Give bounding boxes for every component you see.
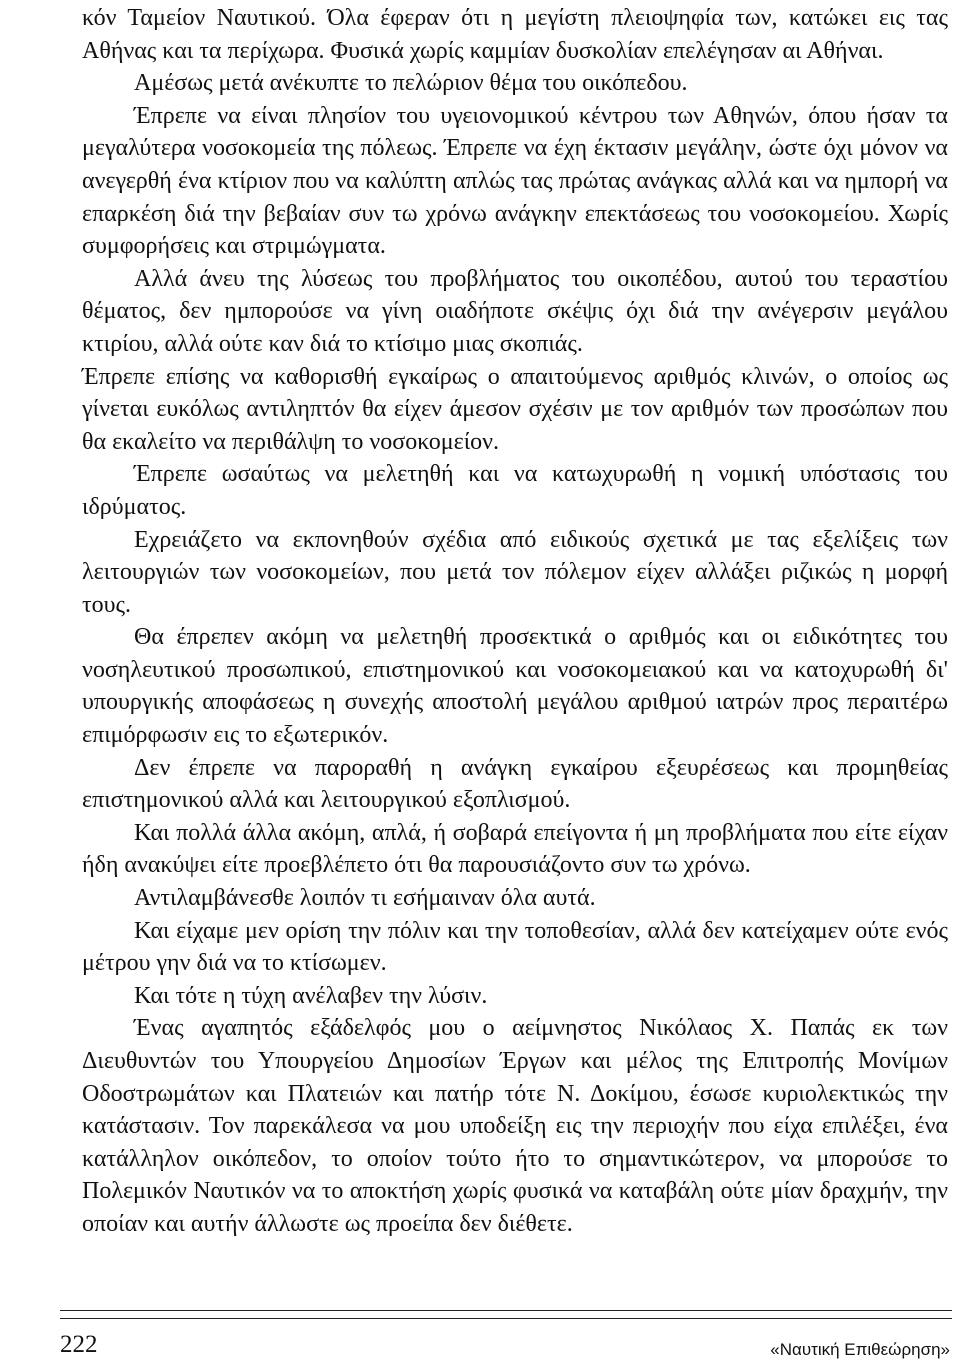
paragraph-5: Έπρεπε επίσης να καθορισθή εγκαίρως ο απαιτούμενος αριθμός κλινών, ο οποίος ως γίνεται ευκόλως αντιληπτόν θα είχεν άμεσον σχέσιν με τον αριθμόν των προσώπων που θα εκαλείτο να περιθάλψη το νοσοκομείον. — [82, 363, 948, 455]
paragraph-12: Και είχαμε μεν ορίση την πόλιν και την τοποθεσίαν, αλλά δεν κατείχαμεν ούτε ενός μέτρου γην διά να το κτίσωμεν. — [82, 917, 948, 977]
paragraph-1: κόν Ταμείον Ναυτικού. Όλα έφεραν ότι η μεγίστη πλειοψηφία των, κατώκει εις τας Αθήνας και τα περίχωρα. Φυσικά χωρίς καμμίαν δυσκολίαν επελέγησαν αι Αθήναι. — [82, 5, 948, 64]
paragraph-4: Αλλά άνευ της λύσεως του προβλήματος του οικοπέδου, αυτού του τεραστίου θέματος, δεν ημπορούσε να γίνη οιαδήποτε σκέψις όχι διά την ανέγερσιν μεγάλου κτιρίου, αλλά ούτε καν διά το κτίσιμο μιας σκοπιάς. — [82, 265, 948, 357]
paragraph-8: Θα έπρεπεν ακόμη να μελετηθή προσεκτικά ο αριθμός και οι ειδικότητες του νοσηλευτικού προσωπικού, επιστημονικού και νοσοκομειακού και να κατοχυρωθή δι' υπουργικής αποφάσεως η συνεχής αποστολή μεγάλου αριθμού ιατρών προς περαιτέρω επιμόρφωσιν εις το εξωτερικόν. — [82, 624, 948, 749]
paragraph-3: Έπρεπε να είναι πλησίον του υγειονομικού κέντρου των Αθηνών, όπου ήσαν τα μεγαλύτερα νοσοκομεία της πόλεως. Έπρεπε να έχη έκτασιν μεγάλην, ώστε όχι μόνον να ανεγερθή ένα κτίριον που να καλύπτη απλώς τας πρώτας ανάγκας αλλά και να ημπορή να επαρκέση διά την βεβαίαν συν τω χρόνω ανάγκην επεκτάσεως του νοσοκομείου. Χωρίς συμφορήσεις και στριμώγματα. — [82, 102, 948, 260]
paragraph-13: Και τότε η τύχη ανέλαβεν την λύσιν. — [134, 982, 488, 1009]
journal-name: «Ναυτική Επιθεώρηση» — [770, 1340, 950, 1359]
article-body — [82, 2, 948, 1241]
paragraph-9: Δεν έπρεπε να παροραθή η ανάγκη εγκαίρου εξευρέσεως και προμηθείας επιστημονικού αλλά και λειτουργικού εξοπλισμού. — [82, 754, 948, 814]
page-number: 222 — [60, 1331, 98, 1358]
paragraph-6: Έπρεπε ωσαύτως να μελετηθή και να κατωχυρωθή η νομική υπόστασις του ιδρύματος. — [82, 461, 948, 520]
paragraph-2: Αμέσως μετά ανέκυπτε το πελώριον θέμα του οικόπεδου. — [134, 70, 688, 97]
paragraph-7: Εχρειάζετο να εκπονηθούν σχέδια από ειδικούς σχετικά με τας εξελίξεις των λειτουργιών των νοσοκομείων, που μετά τον πόλεμον είχεν αλλάξει ριζικώς η μορφή τους. — [82, 526, 948, 618]
paragraph-14: Ένας αγαπητός εξάδελφός μου ο αείμνηστος Νικόλαος Χ. Παπάς εκ των Διευθυντών του Υπουργείου Δημοσίων Έργων και μέλος της Επιτροπής Μονίμων Οδοστρωμάτων και Πλατειών και πατήρ τότε Ν. Δοκίμου, έσωσε κυριολεκτικώς την κατάστασιν. Τον παρεκάλεσα να μου υποδείξη εις την περιοχήν που είχα επιλέξει, ένα κατάλληλον οικόπεδον, το οποίον τούτο ήτο το σημαντικώτερον, να μπορούσε το Πολεμικόν Ναυτικόν να το αποκτήση χωρίς φυσικά να καταβάλη ούτε μίαν δραχμήν, την οποίαν και αυτήν άλλωστε ως προείπα δεν διέθετε. — [82, 1015, 948, 1237]
paragraph-10: Και πολλά άλλα ακόμη, απλά, ή σοβαρά επείγοντα ή μη προβλήματα που είτε είχαν ήδη ανακύψει είτε προεβλέπετο ότι θα παρουσιάζοντο συν τω χρόνω. — [82, 819, 948, 879]
footer-rule-bottom — [60, 1318, 952, 1319]
paragraph-11: Αντιλαμβάνεσθε λοιπόν τι εσήμαιναν όλα αυτά. — [134, 885, 596, 912]
footer-rule-top — [60, 1310, 952, 1311]
